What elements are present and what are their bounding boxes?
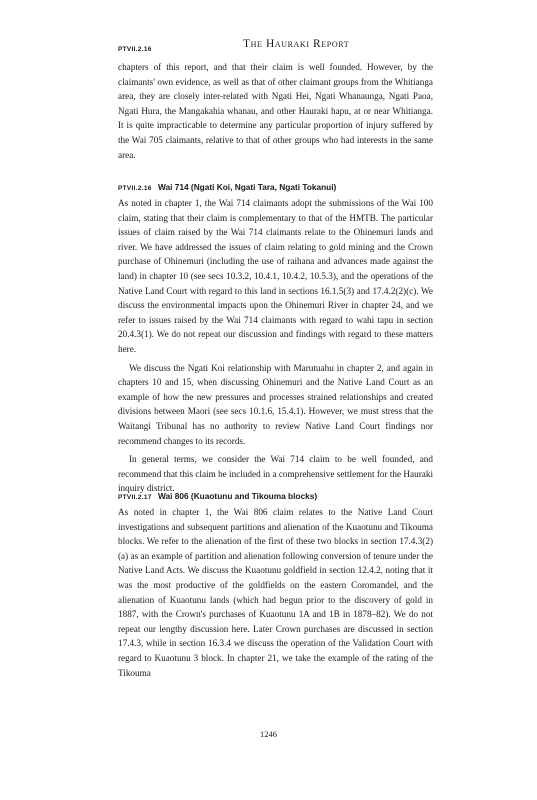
page-number: 1246 (260, 729, 277, 739)
section-title-217: Wai 806 (Kuaotunu and Tikouma blocks) (158, 491, 318, 501)
section-heading-216 (118, 182, 433, 192)
intro-text-block (118, 60, 433, 162)
section-217-paragraph-1: As noted in chapter 1, the Wai 806 claim relates to the Native Land Court investigations and subsequent partitions and alienation of the Kuaotunu and Tikouma blocks. We refer to the alienation of the first of these two blocks in section 17.4.3(2)(a) as an example of partition and alienation following conversion of tenure under the Native Land Acts. We discuss the Kuaotunu goldfield in section 12.4.2, noting that it was the most productive of the goldfields on the eastern Coromandel, and the alienation of Kuaotunu lands (which had begun prior to the discovery of gold in 1887, with the Crown's purchases of Kuaotunu 1A and 1B in 1878–82). We do not repeat our lengthy discussion here. Later Crown purchases are discussed in section 17.4.3, while in section 16.3.4 we discuss the operation of the Validation Court with regard to Kuaotunu 3 block. In chapter 21, we take the example of the rating of the Tikouma (118, 507, 433, 678)
section-ref-216: PTVII.2.16 (118, 185, 152, 192)
section-216-paragraph-1: As noted in chapter 1, the Wai 714 claimants adopt the submissions of the Wai 100 claim, stating that their claim is complementary to that of the HMTB. The particular issues of claim raised by the Wai 714 claimants relate to the Ohinemuri lands and river. We have addressed the issues of claim relating to gold mining and the Crown purchase of Ohinemuri (including the use of raihana and advances made against the land) in chapter 10 (see secs 10.3.2, 10.4.1, 10.4.2, 10.5.3), and the operations of the Native Land Court with regard to this land in sections 16.1.5(3) and 17.4.2(2)(c). We discuss the environmental impacts upon the Ohinemuri River in chapter 24, and we refer to issues raised by the Wai 714 claimants with regard to wahi tapu in section 20.4.3(1). We do not repeat our discussion and findings with regard to these matters here. (118, 198, 433, 354)
section-216-paragraph-3: In general terms, we consider the Wai 714 claim to be well founded, and recommend that this claim be included in a comprehensive settlement for the Hauraki inquiry district. (118, 454, 433, 494)
section-body-216 (118, 196, 433, 496)
section-ref-217: PTVII.2.17 (118, 494, 152, 501)
section-heading-217 (118, 491, 433, 501)
header-book-title: The Hauraki Report (243, 38, 350, 50)
section-title-216: Wai 714 (Ngati Koi, Ngati Tara, Ngati Tokanui) (158, 182, 337, 192)
section-body-217 (118, 505, 433, 680)
running-header (118, 38, 428, 54)
section-216-paragraph-2: We discuss the Ngati Koi relationship with Marutuahu in chapter 2, and again in chapters 10 and 15, when discussing Ohinemuri and the Native Land Court as an example of how the new pressures and processes strained relationships and created divisions between Maori (see secs 10.1.6, 15.4.1). However, we must stress that the Waitangi Tribunal has no authority to review Native Land Court findings nor recommend changes to its records. (118, 362, 433, 446)
header-section-ref: PTVII.2.16 (118, 46, 152, 53)
intro-paragraph: chapters of this report, and that their claim is well founded. However, by the claimants' own evidence, as well as that of other claimant groups from the Whitianga area, they are closely inter-related with Ngati Hei, Ngati Whanaunga, Ngati Paoa, Ngati Hura, the Mangakahia whanau, and other Hauraki hapu, at or near Whitianga. It is quite impracticable to determine any particular proportion of injury suffered by the Wai 705 claimants, relative to that of other groups who had interests in the same area. (118, 62, 433, 160)
